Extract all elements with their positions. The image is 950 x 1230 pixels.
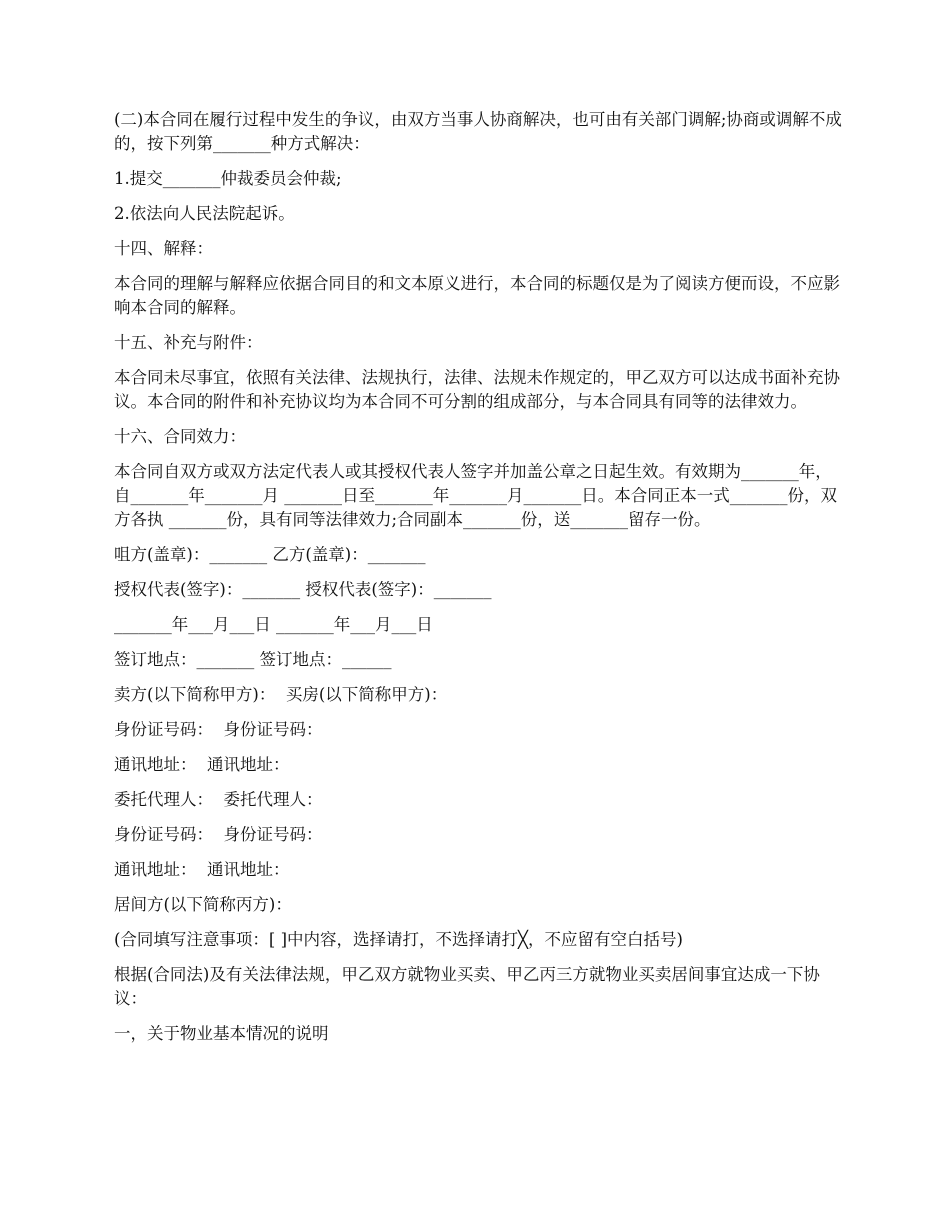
agent-id-number-line: 身份证号码： 身份证号码： xyxy=(114,825,323,844)
agent-line: 委托代理人： 委托代理人： xyxy=(114,790,323,809)
seller-buyer-line: 卖方(以下简称甲方)： 买房(以下简称甲方)： xyxy=(114,685,448,704)
section-15-heading: 十五、补充与附件： xyxy=(114,333,263,352)
address-line: 通讯地址： 通讯地址： xyxy=(114,755,290,774)
arbitration-option: 1.提交_______仲裁委员会仲裁; xyxy=(114,169,342,188)
signature-line: 授权代表(签字)：_______ 授权代表(签字)：_______ xyxy=(114,580,492,599)
id-number-line: 身份证号码： 身份证号码： xyxy=(114,720,323,739)
filling-notes: (合同填写注意事项：[ ]中内容，选择请打，不选择请打╳，不应留有空白括号) xyxy=(114,930,683,949)
section-14-heading: 十四、解释： xyxy=(114,239,213,258)
agreement-preamble: 根据(合同法)及有关法律法规，甲乙双方就物业买卖、甲乙丙三方就物业买卖居间事宜达成一下协议： xyxy=(114,965,820,1008)
seal-line: 咀方(盖章)：_______ 乙方(盖章)：_______ xyxy=(114,545,426,564)
intermediary-line: 居间方(以下简称丙方)： xyxy=(114,895,292,914)
section-14-body: 本合同的理解与解释应依据合同目的和文本原义进行，本合同的标题仅是为了阅读方便而设，不应影响本合同的解释。 xyxy=(114,274,840,317)
signing-place-line: 签订地点：_______ 签订地点：______ xyxy=(114,650,392,669)
date-line: _______年___月___日 _______年___月___日 xyxy=(114,615,433,634)
section-15-body: 本合同未尽事宜，依照有关法律、法规执行，法律、法规未作规定的，甲乙双方可以达成书面补充协议。本合同的附件和补充协议均为本合同不可分割的组成部分，与本合同具有同等的法律效力。 xyxy=(114,368,840,411)
section-16-body: 本合同自双方或双方法定代表人或其授权代表人签字并加盖公章之日起生效。有效期为_______年，自_______年_______月 _______日至_______年_______月_______日。本合同正本一式_______份，双方各执 _______份，具有同等法律效力;合同副本_______份，送_______留存一份。 xyxy=(114,462,837,529)
section-16-heading: 十六、合同效力： xyxy=(114,427,246,446)
document-page xyxy=(114,108,846,1057)
dispute-resolution-clause: (二)本合同在履行过程中发生的争议，由双方当事人协商解决，也可由有关部门调解;协商或调解不成的，按下列第_______种方式解决： xyxy=(114,110,842,153)
litigation-option: 2.依法向人民法院起诉。 xyxy=(114,204,295,223)
section-1-heading: 一，关于物业基本情况的说明 xyxy=(114,1024,329,1043)
agent-address-line: 通讯地址： 通讯地址： xyxy=(114,860,290,879)
